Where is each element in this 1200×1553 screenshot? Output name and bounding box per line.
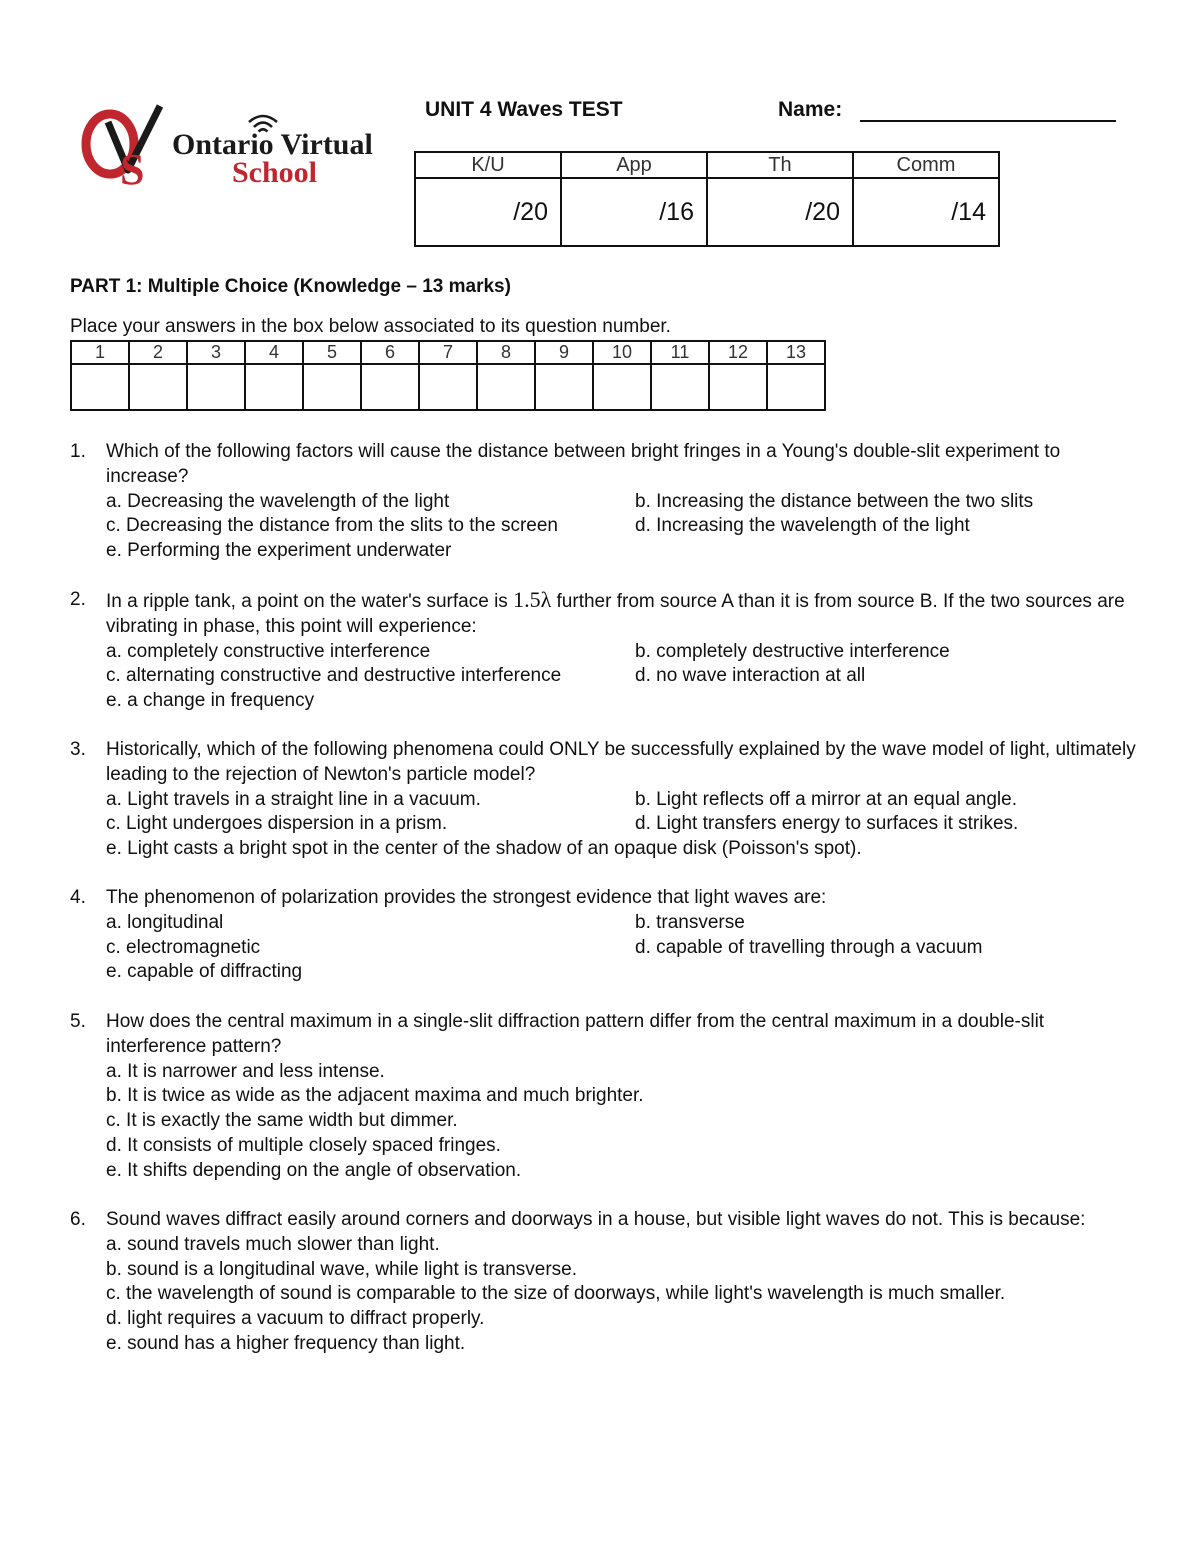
svg-text:S: S [120,145,145,192]
question-number: 4. [70,887,86,908]
name-label: Name: [778,98,843,121]
score-ku[interactable]: /20 [415,178,561,246]
option-c: c. the wavelength of sound is comparable to the size of doorways, while light's wavelength is much smaller. [106,1283,1006,1305]
answer-number: 12 [709,341,767,364]
answer-number: 4 [245,341,303,364]
question-stem: How does the central maximum in a single-slit diffraction pattern differ from the central maximum in a double-slit interference pattern? [106,1011,1045,1057]
question-6 [70,1208,1140,1357]
instructions: Place your answers in the box below associated to its question number. [70,316,671,337]
option-a: a. longitudinal [106,911,224,933]
score-comm[interactable]: /14 [853,178,999,246]
score-header-ku: K/U [415,152,561,178]
answer-number: 8 [477,341,535,364]
option-c: c. Light undergoes dispersion in a prism. [106,813,448,835]
answer-number: 5 [303,341,361,364]
answer-box[interactable] [593,364,651,410]
answer-box[interactable] [187,364,245,410]
answer-box[interactable] [477,364,535,410]
question-2 [70,588,1140,714]
answer-box[interactable] [129,364,187,410]
option-b: b. It is twice as wide as the adjacent maxima and much brighter. [106,1085,644,1107]
option-c: c. alternating constructive and destructive interference [106,665,562,687]
option-e: e. Light casts a bright spot in the center of the shadow of an opaque disk (Poisson's spot). [106,838,862,860]
option-b: b. sound is a longitudinal wave, while light is transverse. [106,1258,578,1280]
option-b: b. Light reflects off a mirror at an equal angle. [635,788,1017,810]
answer-number: 7 [419,341,477,364]
answer-number: 11 [651,341,709,364]
answer-number: 13 [767,341,825,364]
option-d: d. Light transfers energy to surfaces it strikes. [635,813,1019,835]
stem-text: further from source A than it is from source B. If the two sources are vibrating in phase, this point will experience: [106,591,1125,637]
option-a: a. sound travels much slower than light. [106,1233,440,1255]
answer-box[interactable] [419,364,477,410]
score-app[interactable]: /16 [561,178,707,246]
answer-box[interactable] [535,364,593,410]
logo-text-line1: Ontario Virtual [172,128,373,161]
answer-box[interactable] [245,364,303,410]
question-number: 6. [70,1209,86,1230]
option-d: d. no wave interaction at all [635,665,866,687]
option-d: d. It consists of multiple closely spaced fringes. [106,1134,501,1156]
test-title: UNIT 4 Waves TEST [425,98,623,121]
option-a: a. completely constructive interference [106,640,431,662]
question-3 [70,738,1140,862]
option-e: e. Performing the experiment underwater [106,540,452,562]
question-stem [106,588,1140,640]
answer-number: 6 [361,341,419,364]
option-c: c. It is exactly the same width but dimmer. [106,1110,458,1132]
question-number: 5. [70,1011,86,1032]
question-4 [70,886,1140,985]
option-e: e. It shifts depending on the angle of observation. [106,1159,522,1181]
answer-number: 9 [535,341,593,364]
answer-table [70,340,826,411]
option-b: b. transverse [635,911,745,933]
question-number: 3. [70,739,86,760]
question-number: 2. [70,589,86,610]
answer-box[interactable] [651,364,709,410]
question-stem: Historically, which of the following phenomena could ONLY be successfully explained by the wave model of light, ultimately leading to the rejection of Newton's particle model? [106,739,1136,785]
option-a: a. Decreasing the wavelength of the light [106,490,450,512]
answer-box[interactable] [361,364,419,410]
option-c: c. electromagnetic [106,936,261,958]
ovs-monogram-icon [80,100,172,192]
option-e: e. a change in frequency [106,690,315,712]
answer-box[interactable] [709,364,767,410]
option-b: b. Increasing the distance between the two slits [635,490,1034,512]
option-e: e. capable of diffracting [106,961,303,983]
option-c: c. Decreasing the distance from the slits to the screen [106,515,558,537]
stem-text: In a ripple tank, a point on the water's surface is [106,591,508,612]
school-logo [80,100,410,192]
answer-number: 10 [593,341,651,364]
math-expression: 1.5λ [513,587,552,612]
question-stem: The phenomenon of polarization provides the strongest evidence that light waves are: [106,887,827,908]
answer-box[interactable] [303,364,361,410]
option-a: a. It is narrower and less intense. [106,1060,385,1082]
score-header-comm: Comm [853,152,999,178]
question-stem: Sound waves diffract easily around corners and doorways in a house, but visible light waves do not. This is because: [106,1209,1086,1230]
score-table [414,151,1000,247]
score-th[interactable]: /20 [707,178,853,246]
name-blank-line[interactable] [860,120,1116,122]
option-e: e. sound has a higher frequency than light. [106,1332,466,1354]
answer-number: 2 [129,341,187,364]
logo-text-line2: School [232,156,318,189]
part-heading: PART 1: Multiple Choice (Knowledge – 13 marks) [70,276,511,297]
option-d: d. Increasing the wavelength of the light [635,515,970,537]
option-d: d. light requires a vacuum to diffract properly. [106,1308,485,1330]
question-1 [70,440,1140,564]
option-d: d. capable of travelling through a vacuum [635,936,983,958]
answer-box[interactable] [71,364,129,410]
answer-number: 3 [187,341,245,364]
score-header-app: App [561,152,707,178]
question-5 [70,1010,1140,1184]
option-b: b. completely destructive interference [635,640,950,662]
answer-box[interactable] [767,364,825,410]
question-stem: Which of the following factors will cause the distance between bright fringes in a Young's double-slit experiment to increase? [106,441,1061,487]
score-header-th: Th [707,152,853,178]
answer-number: 1 [71,341,129,364]
question-number: 1. [70,441,86,462]
option-a: a. Light travels in a straight line in a vacuum. [106,788,481,810]
